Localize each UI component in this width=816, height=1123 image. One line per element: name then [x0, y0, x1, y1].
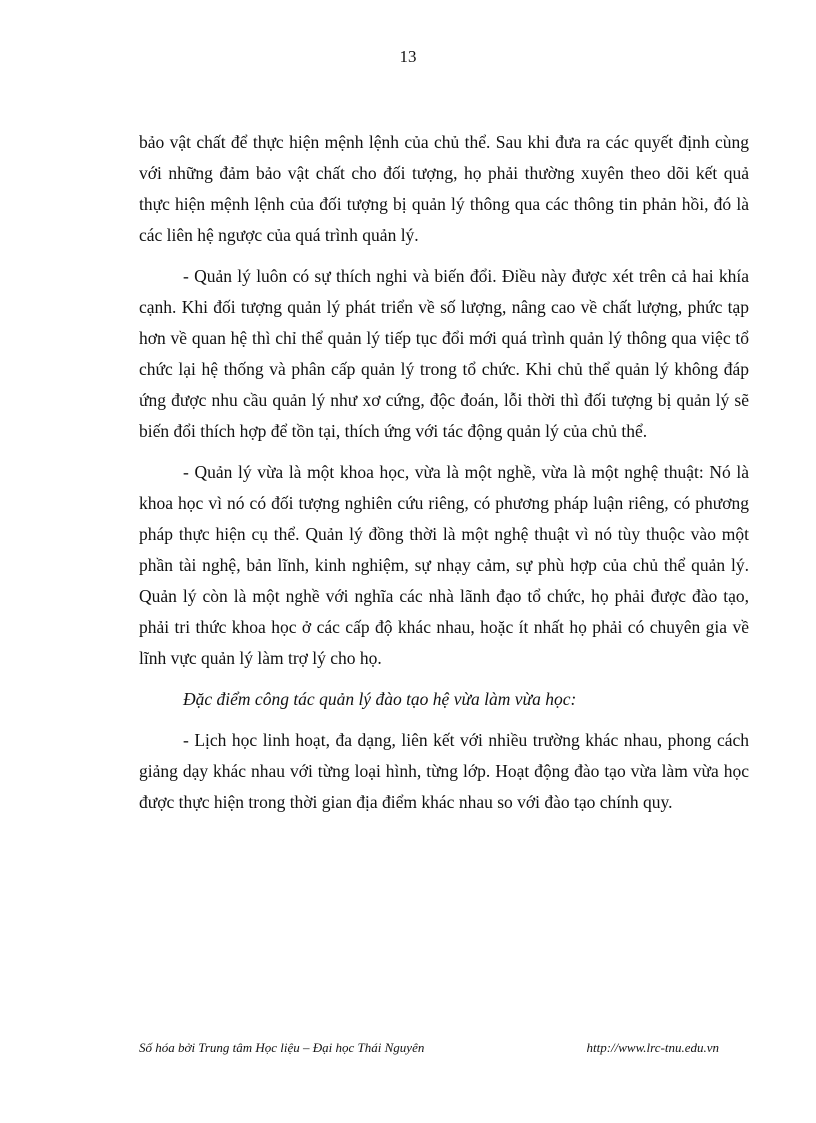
paragraph-adaptation: - Quản lý luôn có sự thích nghi và biến đổi. Điều này được xét trên cả hai khía cạnh. Khi đối tượng quản lý phát triển về số lượng, nâng cao về chất lượng, phức tạp hơn về quan hệ thì chỉ thể quản lý tiếp tục đổi mới quá trình quản lý thông qua việc tổ chức lại hệ thống và phân cấp quản lý trong tổ chức. Khi chủ thể quản lý không đáp ứng được nhu cầu quản lý như xơ cứng, độc đoán, lỗi thời thì đối tượng bị quản lý sẽ biến đổi thích hợp để tồn tại, thích ứng với tác động quản lý của chủ thể.: [139, 266, 749, 441]
paragraph-science-art: - Quản lý vừa là một khoa học, vừa là một nghề, vừa là một nghệ thuật: Nó là khoa học vì nó có đối tượng nghiên cứu riêng, có phương pháp luận riêng, có phương pháp thực hiện cụ thể. Quản lý đồng thời là một nghệ thuật vì nó tùy thuộc vào một phần tài nghệ, bản lĩnh, kinh nghiệm, sự nhạy cảm, sự phù hợp của chủ thể quản lý. Quản lý còn là một nghề với nghĩa các nhà lãnh đạo tổ chức, họ phải được đào tạo, phải tri thức khoa học ở các cấp độ khác nhau, hoặc ít nhất họ phải có chuyên gia về lĩnh vực quản lý làm trợ lý cho họ.: [139, 462, 749, 668]
section-heading: Đặc điểm công tác quản lý đào tạo hệ vừa làm vừa học:: [183, 689, 577, 709]
paragraph-continuation: bảo vật chất để thực hiện mệnh lệnh của chủ thể. Sau khi đưa ra các quyết định cùng với những đảm bảo vật chất cho đối tượng, họ phải thường xuyên theo dõi kết quả thực hiện mệnh lệnh của đối tượng bị quản lý thông qua các thông tin phản hồi, đó là các liên hệ ngược của quá trình quản lý.: [139, 132, 749, 245]
footer-url: http://www.lrc-tnu.edu.vn: [586, 1040, 719, 1055]
footer-left-text: Số hóa bởi Trung tâm Học liệu – Đại học Thái Nguyên: [139, 1040, 425, 1055]
body-text: [139, 127, 749, 828]
paragraph-schedule: - Lịch học linh hoạt, đa dạng, liên kết với nhiều trường khác nhau, phong cách giảng dạy khác nhau với từng loại hình, từng lớp. Hoạt động đào tạo vừa làm vừa học được thực hiện trong thời gian địa điểm khác nhau so với đào tạo chính quy.: [139, 730, 749, 812]
page-number: 13: [399, 47, 417, 66]
page-footer: [139, 1040, 719, 1056]
